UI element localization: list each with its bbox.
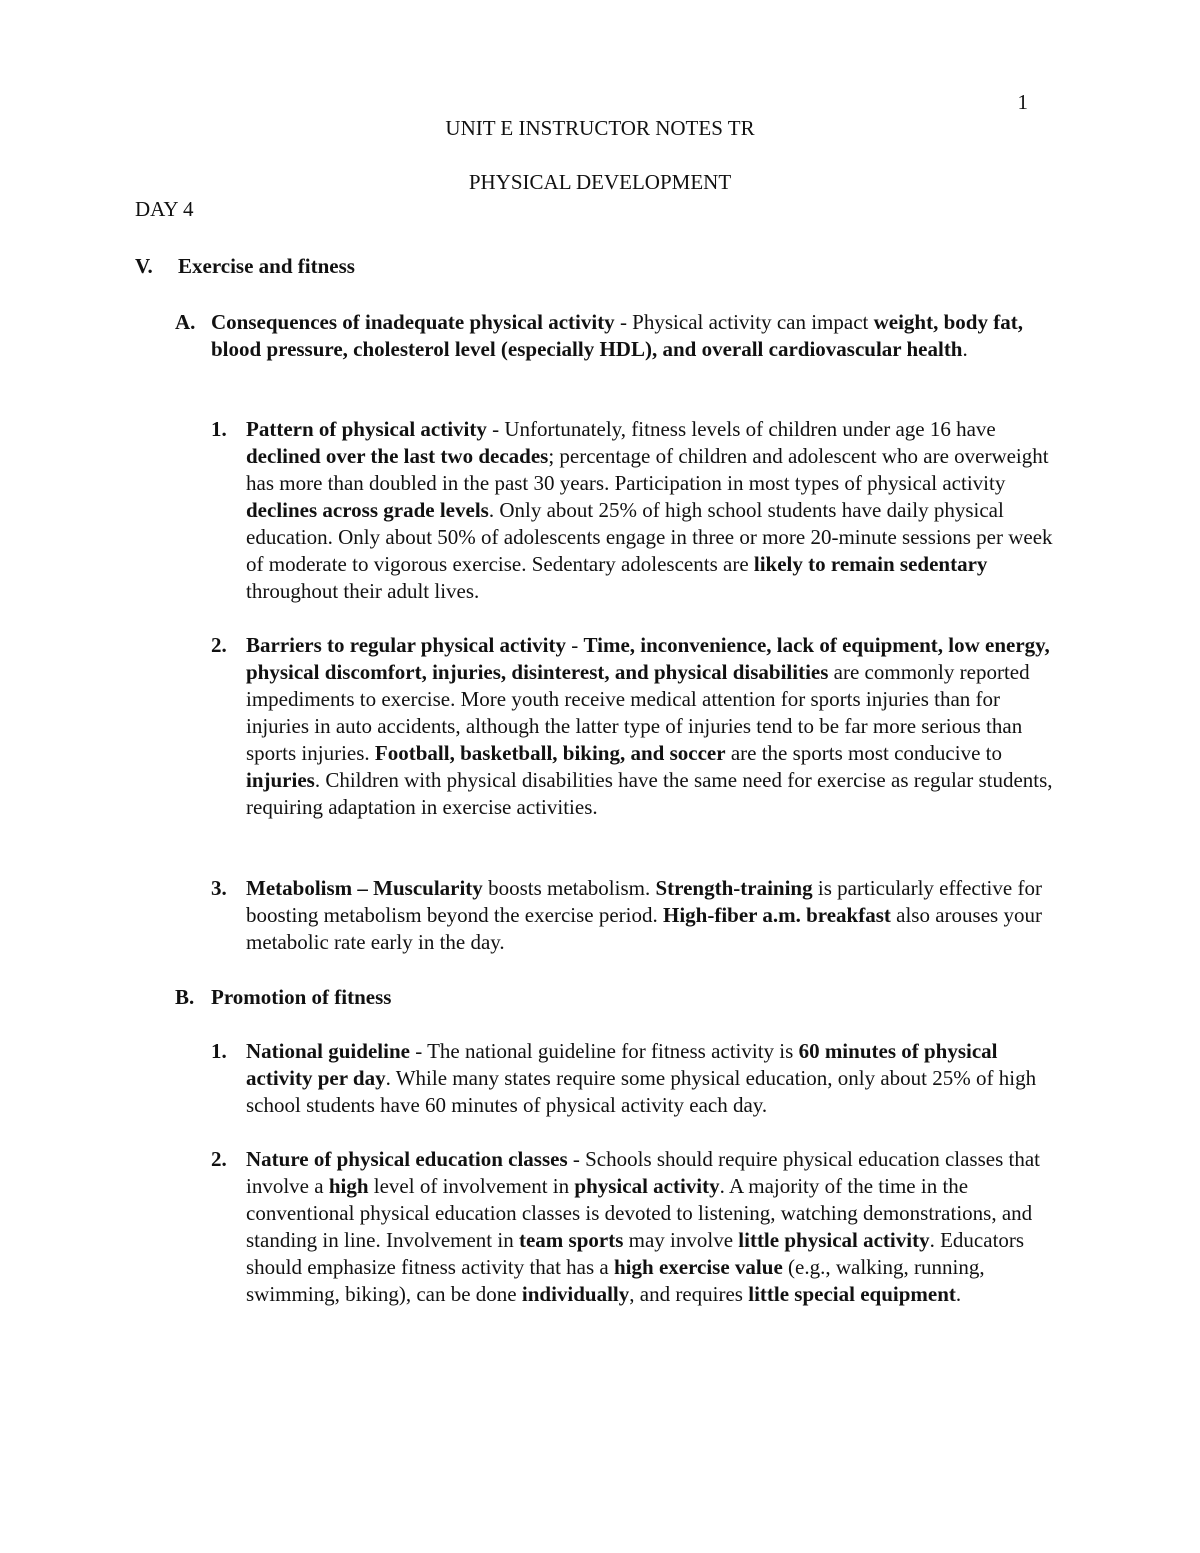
- item-a3-label: 3.: [211, 876, 227, 900]
- item-a1-label: 1.: [211, 417, 227, 441]
- item-b1-heading: National guideline: [246, 1039, 410, 1063]
- subsection-a-text: Consequences of inadequate physical activity - Physical activity can impact weight, body fat, blood pressure, cholesterol level (especially HDL), and overall cardiovascular health.: [211, 310, 1023, 361]
- subsection-b-label: B.: [175, 985, 195, 1009]
- item-a3-heading: Metabolism – Muscularity: [246, 876, 483, 900]
- item-a1-heading: Pattern of physical activity: [246, 417, 487, 441]
- page-number: 1: [1017, 90, 1028, 114]
- document-subtitle: PHYSICAL DEVELOPMENT: [468, 170, 732, 194]
- subsection-a-label: A.: [175, 310, 196, 334]
- item-a3-text: Metabolism – Muscularity boosts metabolism. Strength-training is particularly effective for boosting metabolism beyond the exercise period. High-fiber a.m. breakfast also arouses your metabolic rate early in the day.: [246, 876, 1042, 954]
- item-a1-text: Pattern of physical activity - Unfortunately, fitness levels of children under age 16 have declined over the last two decades; percentage of children and adolescent who are overweight has more than doubled in the past 30 years. Participation in most types of physical activity declines across grade levels. Only about 25% of high school students have daily physical education. Only about 50% of adolescents engage in three or more 20-minute sessions per week of moderate to vigorous exercise. Sedentary adolescents are likely to remain sedentary throughout their adult lives.: [246, 417, 1053, 603]
- item-a2-text: Barriers to regular physical activity - Time, inconvenience, lack of equipment, low energy, physical discomfort, injuries, disinterest, and physical disabilities are commonly reported impediments to exercise. More youth receive medical attention for sports injuries than for injuries in auto accidents, although the latter type of injuries tend to be far more serious than sports injuries. Football, basketball, biking, and soccer are the sports most conducive to injuries. Children with physical disabilities have the same need for exercise as regular students, requiring adaptation in exercise activities.: [246, 633, 1053, 819]
- item-b1-text: National guideline - The national guideline for fitness activity is 60 minutes of physical activity per day. While many states require some physical education, only about 25% of high school students have 60 minutes of physical activity each day.: [246, 1039, 1037, 1117]
- item-a2-label: 2.: [211, 633, 227, 657]
- subsection-b-heading: Promotion of fitness: [211, 985, 392, 1009]
- day-label: DAY 4: [135, 197, 194, 221]
- item-b2-heading: Nature of physical education classes: [246, 1147, 568, 1171]
- section-heading: Exercise and fitness: [178, 254, 355, 278]
- item-b1-label: 1.: [211, 1039, 227, 1063]
- document-title: UNIT E INSTRUCTOR NOTES TR: [445, 116, 755, 140]
- subsection-a-heading: Consequences of inadequate physical activity: [211, 310, 615, 334]
- section-number: V.: [135, 254, 153, 278]
- item-b2-text: Nature of physical education classes - Schools should require physical education classes that involve a high level of involvement in physical activity. A majority of the time in the conventional physical education classes is devoted to listening, watching demonstrations, and standing in line. Involvement in team sports may involve little physical activity. Educators should emphasize fitness activity that has a high exercise value (e.g., walking, running, swimming, biking), can be done individually, and requires little special equipment.: [246, 1147, 1041, 1306]
- item-a2-heading: Barriers to regular physical activity: [246, 633, 567, 657]
- item-b2-label: 2.: [211, 1147, 227, 1171]
